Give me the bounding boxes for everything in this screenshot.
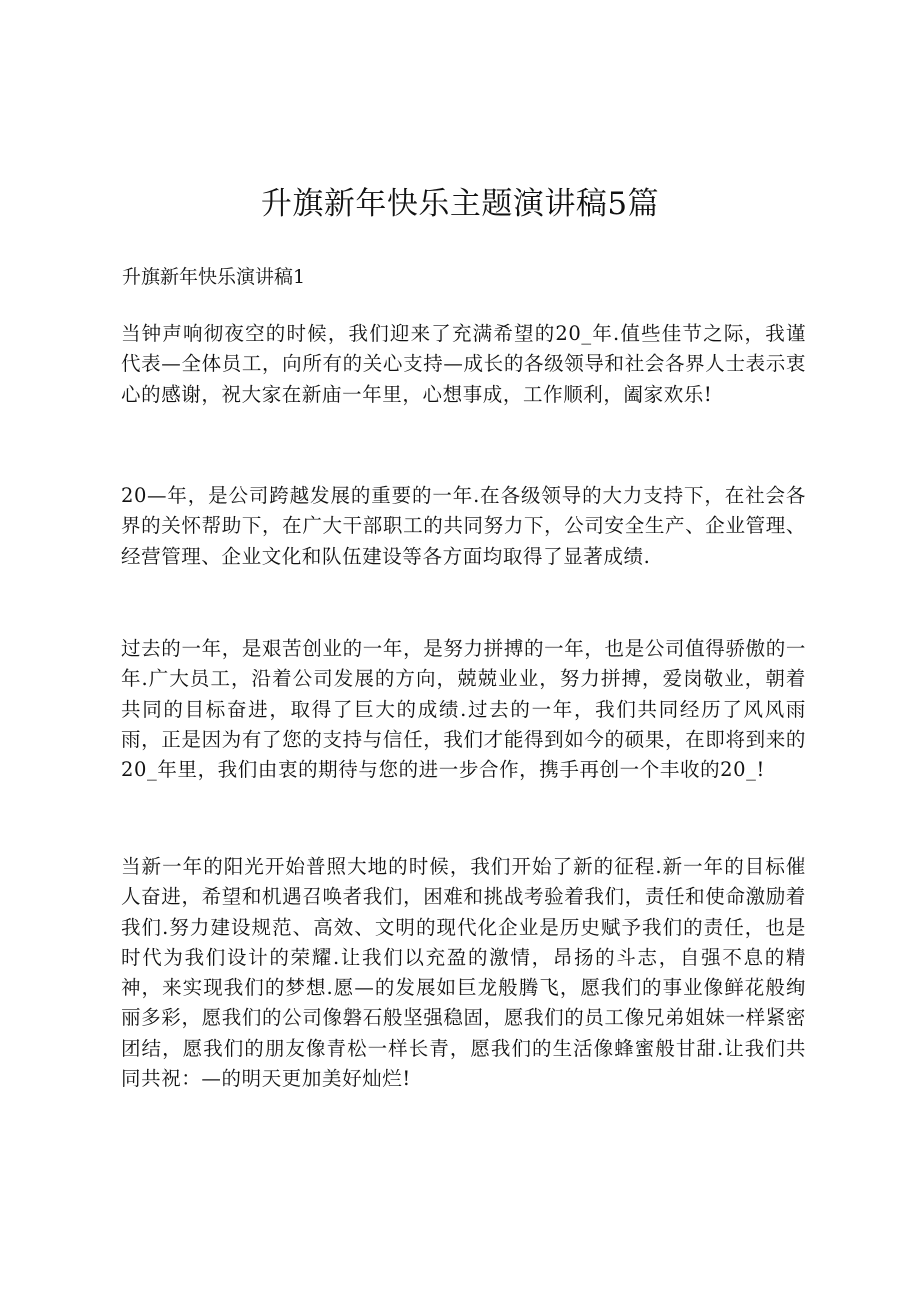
paragraph-1: 当钟声响彻夜空的时候，我们迎来了充满希望的20_年.值些佳节之际，我谨代表—全体员工，向所有的关心支持—成长的各级领导和社会各界人士表示衷心的感谢，祝大家在新庙一年里，心想事成，工作顺利，阖家欢乐! [121,322,806,406]
paragraph-3: 过去的一年，是艰苦创业的一年，是努力拼搏的一年，也是公司值得骄傲的一年.广大员工，沿着公司发展的方向，兢兢业业，努力拼搏，爱岗敬业，朝着共同的目标奋进，取得了巨大的成绩.过去的一年，我们共同经历了风风雨雨，正是因为有了您的支持与信任，我们才能得到如今的硕果，在即将到来的20_年里，我们由衷的期待与您的进一步合作，携手再创一个丰收的20_! [121,637,806,782]
section-heading: 升旗新年快乐演讲稿1 [122,266,306,288]
paragraph-4: 当新一年的阳光开始普照大地的时候，我们开始了新的征程.新一年的目标催人奋进，希望和机遇召唤者我们，困难和挑战考验着我们，责任和使命激励着我们.努力建设规范、高效、文明的现代化企业是历史赋予我们的责任，也是时代为我们设计的荣耀.让我们以充盈的激情，昂扬的斗志，自强不息的精神，来实现我们的梦想.愿—的发展如巨龙般腾飞，愿我们的事业像鲜花般绚丽多彩，愿我们的公司像磐石般坚强稳固，愿我们的员工像兄弟姐妹一样紧密团结，愿我们的朋友像青松一样长青，愿我们的生活像蜂蜜般甘甜.让我们共同共祝：—的明天更加美好灿烂! [121,855,806,1091]
paragraph-2: 20—年，是公司跨越发展的重要的一年.在各级领导的大力支持下，在社会各界的关怀帮助下，在广大干部职工的共同努力下，公司安全生产、企业管理、经营管理、企业文化和队伍建设等各方面均取得了显著成绩. [121,484,806,568]
document-title: 升旗新年快乐主题演讲稿5篇 [260,186,660,222]
